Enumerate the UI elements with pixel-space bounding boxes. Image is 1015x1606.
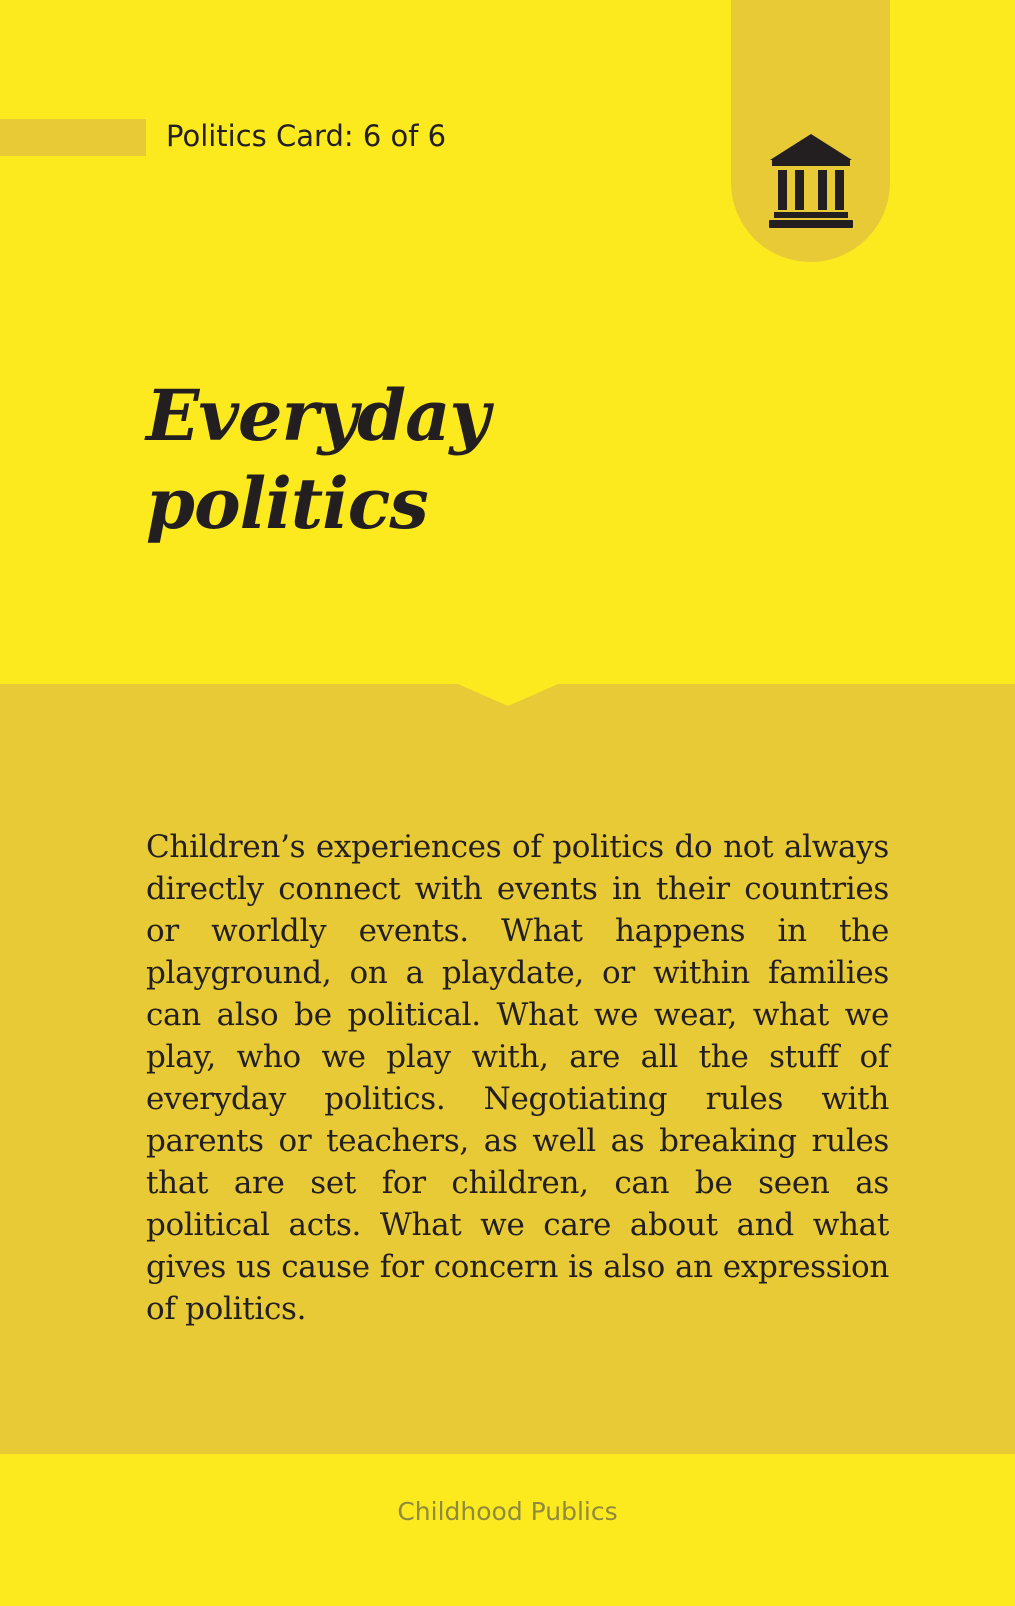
panel-notch: [458, 684, 558, 706]
card-label: Politics Card: 6 of 6: [166, 119, 447, 153]
card-title-line-1: Everyday: [146, 374, 490, 457]
card-body-text: Children’s experiences of politics do not always directly connect with events in their countries or worldly events. What happens in the playground, on a playdate, or within families can also be political. What we wear, what we play, who we play with, are all the stuff of everyday politics. Negotiating rules with parents or teachers, as well as breaking rules that are set for children, can be seen as political acts. What we care about and what gives us cause for concern is also an expression of politics.: [146, 829, 889, 1327]
card-title-line-2: politics: [146, 462, 428, 545]
footer-brand: Childhood Publics: [397, 1497, 618, 1526]
header-accent-bar: [0, 119, 146, 156]
card-title: [146, 372, 489, 548]
government-building-icon: [768, 132, 854, 230]
